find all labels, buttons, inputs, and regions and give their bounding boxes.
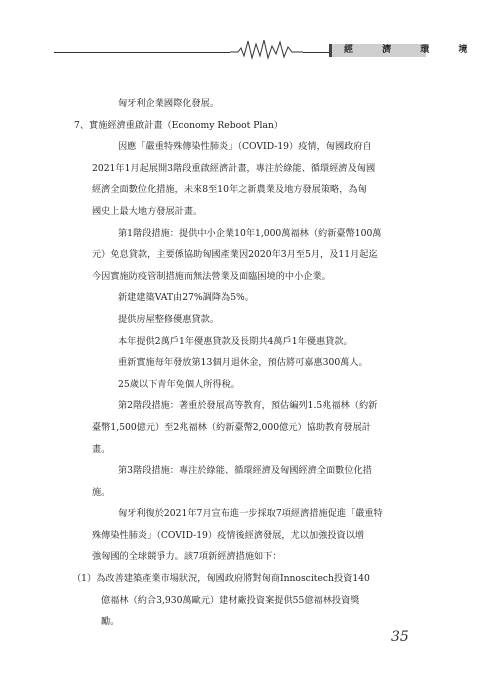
text-line: 匈牙利復於2021年7月宣布進一步採取7項經濟措施促進「嚴重特 — [118, 508, 383, 520]
header-rule-right — [303, 52, 329, 53]
text-line: 2021年1月起展開3階段重啟經濟計畫，專注於綠能、循環經濟及匈國 — [92, 162, 376, 174]
text-line: 元）免息貸款，主要係協助匈國產業因2020年3月至5月，及11月起迄 — [92, 249, 378, 261]
header-rule-left — [54, 52, 230, 53]
text-line: 因應「嚴重特殊傳染性肺炎」（COVID-19）疫情，匈國政府自 — [118, 141, 372, 153]
text-line: 殊傳染性肺炎」（COVID-19）疫情後經濟發展，尤以加強投資以增 — [92, 529, 365, 541]
text-line: 第3階段措施：專注於綠能、循環經濟及匈國經濟全面數位化措 — [118, 465, 372, 477]
text-line: 經濟全面數位化措施，未來8至10年之新農業及地方發展策略，為匈 — [92, 184, 367, 196]
body-text — [72, 93, 416, 633]
text-line: 重新實施每年發放第13個月退休金，預估將可嘉惠300萬人。 — [118, 357, 368, 369]
text-line: 勵。 — [101, 616, 120, 628]
text-line: 畫。 — [92, 443, 111, 455]
text-line: 本年提供2萬戶1年優惠貸款及長期共4萬戶1年優惠貸款。 — [118, 335, 353, 347]
section-heading: 7、實施經濟重啟計畫（Economy Reboot Plan） — [74, 119, 283, 131]
text-line: 施。 — [92, 486, 111, 498]
text-line: 強匈國的全球競爭力。該7項新經濟措施如下： — [92, 551, 282, 563]
text-line: 國史上最大地方發展計畫。 — [92, 205, 203, 217]
page-number: 35 — [391, 629, 409, 645]
list-item: （1）為改善建築產業市場狀況，匈國政府將對匈商Innoscitech投資140 — [72, 573, 370, 585]
text-line: 億福林（約合3,930萬歐元）建材廠投資案提供55億福林投資獎 — [101, 594, 360, 606]
running-header — [54, 38, 480, 60]
text-line: 匈牙利企業國際化發展。 — [118, 98, 220, 109]
text-line: 25歲以下青年免個人所得稅。 — [118, 378, 240, 390]
text-line: 臺幣1,500億元）至2兆福林（約新臺幣2,000億元）協助教育發展計 — [92, 421, 371, 433]
text-line: 提供房屋整修優惠貸款。 — [118, 313, 220, 325]
heartbeat-wave-icon — [230, 38, 303, 60]
section-title-tab: 經 濟 環 境 — [329, 44, 426, 57]
text-line: 今因實施防疫管制措施而無法營業及面臨困境的中小企業。 — [92, 270, 331, 282]
text-line: 第2階段措施：著重於發展高等教育，預估編列1.5兆福林（約新 — [118, 400, 378, 412]
text-line: 新建建築VAT由27%調降為5%。 — [118, 292, 254, 304]
text-line: 第1階段措施：提供中小企業10年1,000萬福林（約新臺幣100萬 — [118, 227, 382, 239]
